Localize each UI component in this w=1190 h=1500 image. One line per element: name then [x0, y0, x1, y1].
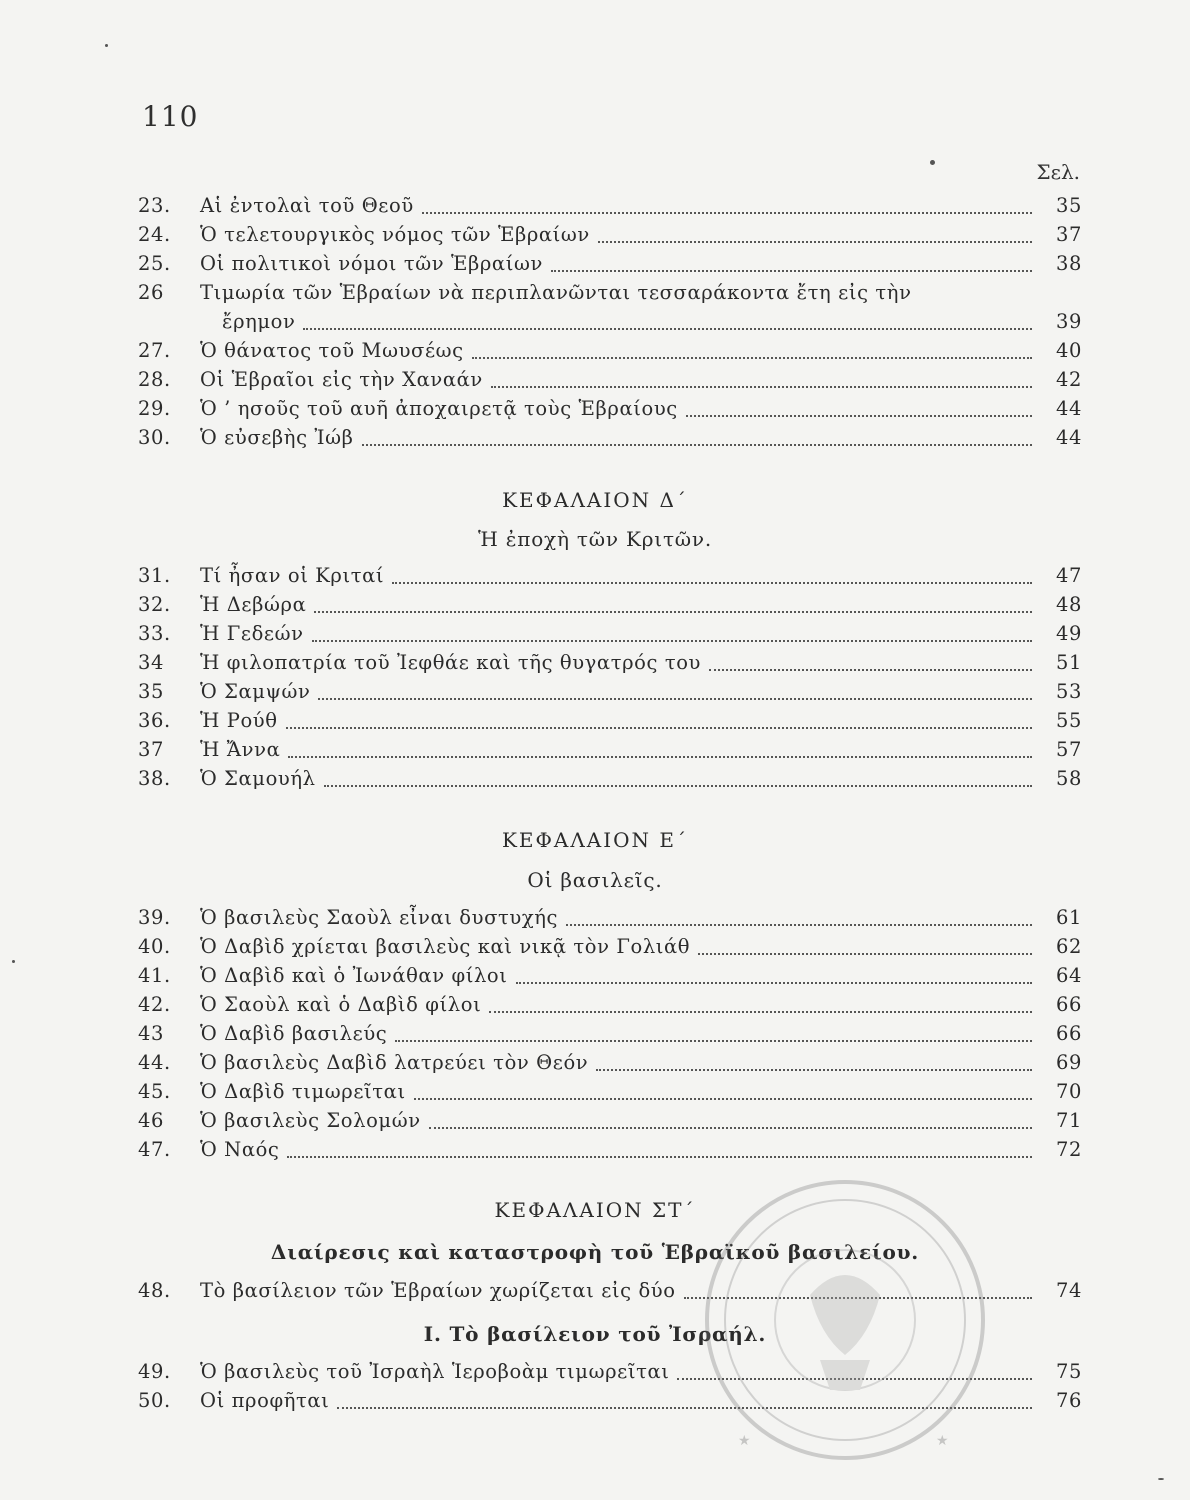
dot-leader — [709, 665, 1032, 671]
toc-entry: 46 Ὁ βασιλεὺς Σολομών 71 — [138, 1109, 1082, 1132]
toc-entry: 23. Αἱ ἐντολαὶ τοῦ Θεοῦ 35 — [138, 194, 1082, 217]
chapter-subtitle: Οἱ βασιλεῖς. — [527, 868, 663, 892]
dot-leader — [362, 440, 1032, 446]
dot-leader — [472, 353, 1032, 359]
dot-leader — [422, 208, 1032, 214]
toc-entry: 37 Ἡ Ἄννα 57 — [138, 738, 1082, 761]
toc-entry: 47. Ὁ Ναός 72 — [138, 1138, 1082, 1161]
dot-leader — [287, 1152, 1032, 1158]
page-column-label: Σελ. — [1036, 160, 1080, 184]
svg-text:★: ★ — [936, 1433, 949, 1449]
toc-entry: 34 Ἡ φιλοπατρία τοῦ Ἰεφθάε καὶ τῆς θυγατρός του 51 — [138, 651, 1082, 674]
scan-speck — [105, 44, 108, 47]
toc-entry: 26 Τιμωρία τῶν Ἑβραίων νὰ περιπλανῶνται τεσσαράκοντα ἔτη εἰς τὴν — [138, 281, 912, 304]
dot-leader — [686, 411, 1032, 417]
toc-entry: 38. Ὁ Σαμουήλ 58 — [138, 767, 1082, 790]
toc-entry: 40. Ὁ Δαβὶδ χρίεται βασιλεὺς καὶ νικᾷ τὸν Γολιάθ 62 — [138, 935, 1082, 958]
toc-entry: 43 Ὁ Δαβὶδ βασιλεύς 66 — [138, 1022, 1082, 1045]
toc-entry: 31. Τί ἦσαν οἱ Κριταί 47 — [138, 564, 1082, 587]
page-number: 110 — [142, 100, 199, 133]
dot-leader — [395, 1036, 1032, 1042]
toc-entry: 24. Ὁ τελετουργικὸς νόμος τῶν Ἑβραίων 37 — [138, 223, 1082, 246]
dot-leader — [303, 324, 1032, 330]
dot-leader — [414, 1094, 1032, 1100]
dot-leader — [566, 920, 1032, 926]
dot-leader — [698, 949, 1032, 955]
dot-leader — [324, 781, 1032, 787]
scan-speck — [1158, 1478, 1164, 1480]
dot-leader — [516, 978, 1033, 984]
toc-entry: 35 Ὁ Σαμψών 53 — [138, 680, 1082, 703]
chapter-subtitle: Ἡ ἐποχὴ τῶν Κριτῶν. — [477, 527, 713, 551]
section-heading: I. Τὸ βασίλειον τοῦ Ἰσραήλ. — [423, 1322, 767, 1346]
dot-leader — [288, 752, 1032, 758]
toc-entry: 50. Οἱ προφῆται 76 — [138, 1389, 1082, 1412]
toc-entry: 29. Ὁ ’ ησοῦς τοῦ αυῆ ἀποχαιρετᾷ τοὺς Ἑβραίους 44 — [138, 397, 1082, 420]
scan-speck — [12, 960, 15, 963]
dot-leader — [312, 636, 1032, 642]
toc-entry: 49. Ὁ βασιλεὺς τοῦ Ἰσραὴλ Ἱεροβοὰμ τιμωρεῖται 75 — [138, 1360, 1082, 1383]
chapter-heading: ΚΕΦΑΛΑΙΟΝ Ε΄ — [501, 828, 689, 852]
toc-entry: 41. Ὁ Δαβὶδ καὶ ὁ Ἰωνάθαν φίλοι 64 — [138, 964, 1082, 987]
dot-leader — [491, 382, 1032, 388]
toc-entry: 30. Ὁ εὐσεβὴς Ἰώβ 44 — [138, 426, 1082, 449]
scan-speck — [930, 160, 935, 165]
svg-text:★: ★ — [738, 1433, 751, 1449]
dot-leader — [551, 266, 1032, 272]
toc-entry: 45. Ὁ Δαβὶδ τιμωρεῖται 70 — [138, 1080, 1082, 1103]
toc-entry: 42. Ὁ Σαοὺλ καὶ ὁ Δαβὶδ φίλοι 66 — [138, 993, 1082, 1016]
chapter-subtitle: Διαίρεσις καὶ καταστροφὴ τοῦ Ἑβραϊκοῦ βασιλείου. — [270, 1240, 920, 1264]
chapter-heading: ΚΕΦΑΛΑΙΟΝ Δ΄ — [502, 488, 688, 512]
library-seal-icon — [700, 1175, 990, 1465]
dot-leader — [489, 1007, 1032, 1013]
toc-entry: 28. Οἱ Ἑβραῖοι εἰς τὴν Χαναάν 42 — [138, 368, 1082, 391]
dot-leader — [286, 723, 1032, 729]
toc-entry: 25. Οἱ πολιτικοὶ νόμοι τῶν Ἑβραίων 38 — [138, 252, 1082, 275]
toc-entry: 27. Ὁ θάνατος τοῦ Μωυσέως 40 — [138, 339, 1082, 362]
toc-entry: 48. Τὸ βασίλειον τῶν Ἑβραίων χωρίζεται εἰς δύο 74 — [138, 1279, 1082, 1302]
dot-leader — [429, 1123, 1032, 1129]
toc-entry: 33. Ἡ Γεδεών 49 — [138, 622, 1082, 645]
toc-entry: 44. Ὁ βασιλεὺς Δαβὶδ λατρεύει τὸν Θεόν 69 — [138, 1051, 1082, 1074]
chapter-heading: ΚΕΦΑΛΑΙΟΝ ΣΤ΄ — [494, 1198, 696, 1222]
dot-leader — [392, 578, 1032, 584]
dot-leader — [598, 237, 1032, 243]
toc-entry: 32. Ἡ Δεβώρα 48 — [138, 593, 1082, 616]
dot-leader — [318, 694, 1032, 700]
dot-leader — [596, 1065, 1032, 1071]
toc-entry: 39. Ὁ βασιλεὺς Σαοὺλ εἶναι δυστυχής 61 — [138, 906, 1082, 929]
toc-entry: ἔρημον 39 — [222, 310, 1082, 333]
dot-leader — [314, 607, 1032, 613]
toc-entry: 36. Ἡ Ρούθ 55 — [138, 709, 1082, 732]
